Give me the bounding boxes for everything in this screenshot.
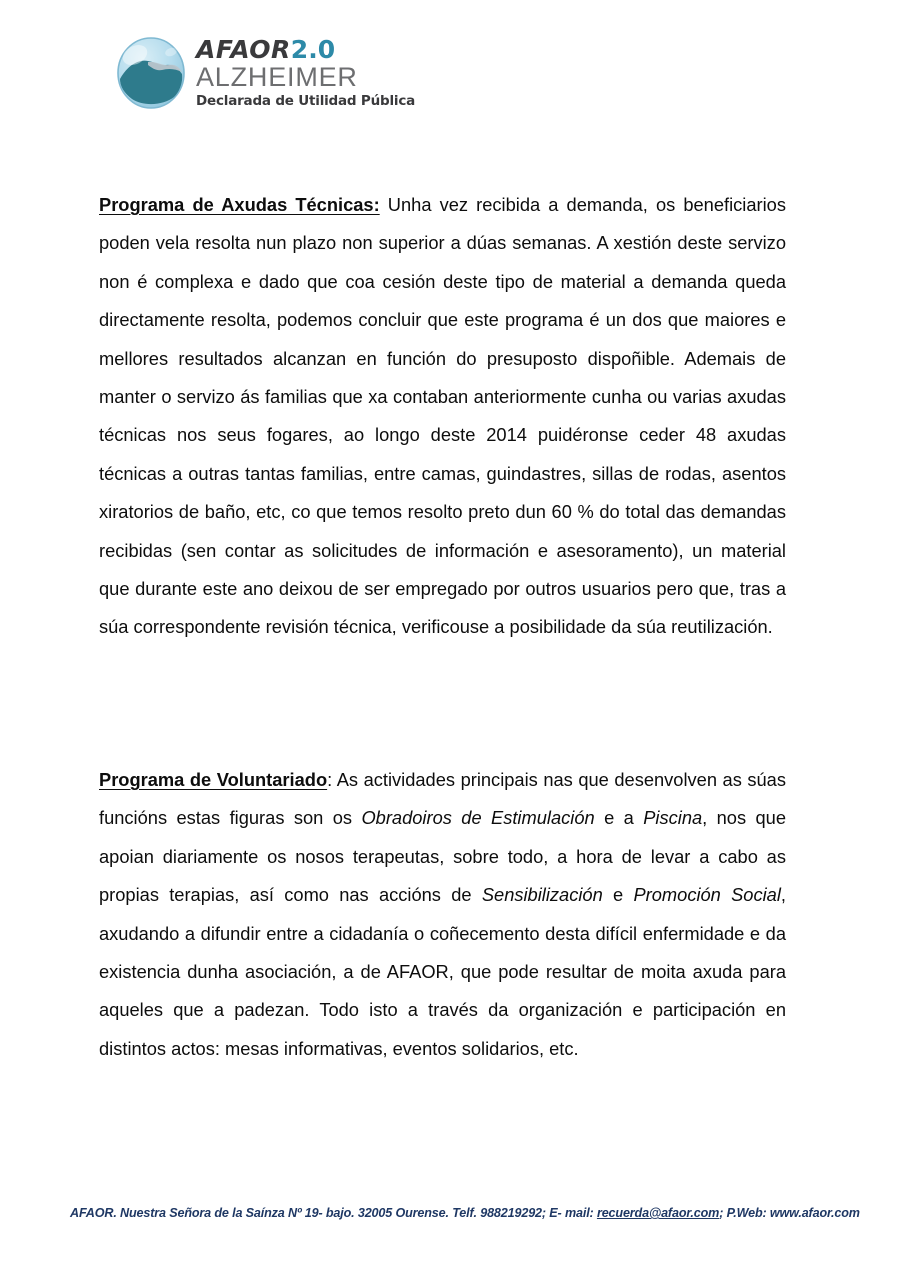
voluntariado-seg-3-italic: Piscina (643, 807, 703, 829)
voluntariado-seg-6: e (602, 884, 634, 906)
logo-wordmark (196, 33, 415, 109)
voluntariado-seg-1-italic: Obradoiros de Estimulación (361, 807, 595, 829)
logo-version-text: 2.0 (290, 35, 336, 64)
footer-email-link[interactable]: recuerda@afaor.com (596, 1206, 720, 1220)
paragraph-axudas-tecnicas-text: Unha vez recibida a demanda, os beneficiarios poden vela resolta nun plazo non superior a dúas semanas. A xestión deste servizo non é complexa e dado que coa cesión deste tipo de material a demanda queda directamente resolta, podemos concluir que este programa é un dos que maiores e mellores resultados alcanzan en función do presuposto dispoñible. Ademais de manter o servizo ás familias que xa contaban anteriormente cunha ou varias axudas técnicas nos seus fogares, ao longo deste 2014 puidéronse ceder 48 axudas técnicas a outras tantas familias, entre camas, guindastres, sillas de rodas, asentos xiratorios de baño, etc, co que temos resolto preto dun 60 % do total das demandas recibidas (sen contar as solicitudes de información e asesoramento), un material que durante este ano deixou de ser empregado por outros usuarios pero que, tras a súa correspondente revisión técnica, verificouse a posibilidade da súa reutilización. (99, 194, 786, 638)
logo-subtitle: ALZHEIMER (196, 62, 358, 92)
logo-brand-text: AFAOR (196, 35, 291, 64)
heading-voluntariado: Programa de Voluntariado (99, 768, 328, 790)
voluntariado-seg-0: : As actividades principais nas que desenvolven as súas funcións estas figuras son os (99, 768, 786, 829)
voluntariado-seg-8: , axudando a difundir entre a cidadanía o coñecemento desta difícil enfermidade e da existencia dunha asociación, a de AFAOR, que pode resultar de moita axuda para aqueles que a padezan. Todo isto a través da organización e participación en distintos actos: mesas informativas, eventos solidarios, etc. (99, 884, 786, 1059)
page-header (0, 0, 907, 150)
voluntariado-seg-7-italic: Promoción Social (633, 884, 781, 906)
voluntariado-seg-4: , nos que apoian diariamente os nosos terapeutas, sobre todo, a hora de levar a cabo as propias terapias, así como nas accións de (99, 807, 787, 906)
footer-address-text: AFAOR. Nuestra Señora de la Saínza Nº 19- bajo. 32005 Ourense. Telf. 988219292; E- mail: (70, 1206, 597, 1220)
voluntariado-seg-5-italic: Sensibilización (481, 884, 603, 906)
logo-brand-line (196, 37, 415, 63)
paragraph-axudas-tecnicas (99, 186, 786, 647)
logo-tagline: Declarada de Utilidad Pública (196, 93, 416, 109)
heading-axudas-tecnicas: Programa de Axudas Técnicas: (99, 194, 380, 215)
voluntariado-seg-2: e a (594, 807, 644, 829)
page-footer (70, 1205, 860, 1221)
footer-web-text: ; P.Web: www.afaor.com (719, 1206, 860, 1220)
afaor-sphere-logo-icon (114, 35, 188, 111)
document-body (99, 186, 786, 1068)
afaor-logo (114, 33, 415, 111)
paragraph-voluntariado (99, 761, 786, 1068)
